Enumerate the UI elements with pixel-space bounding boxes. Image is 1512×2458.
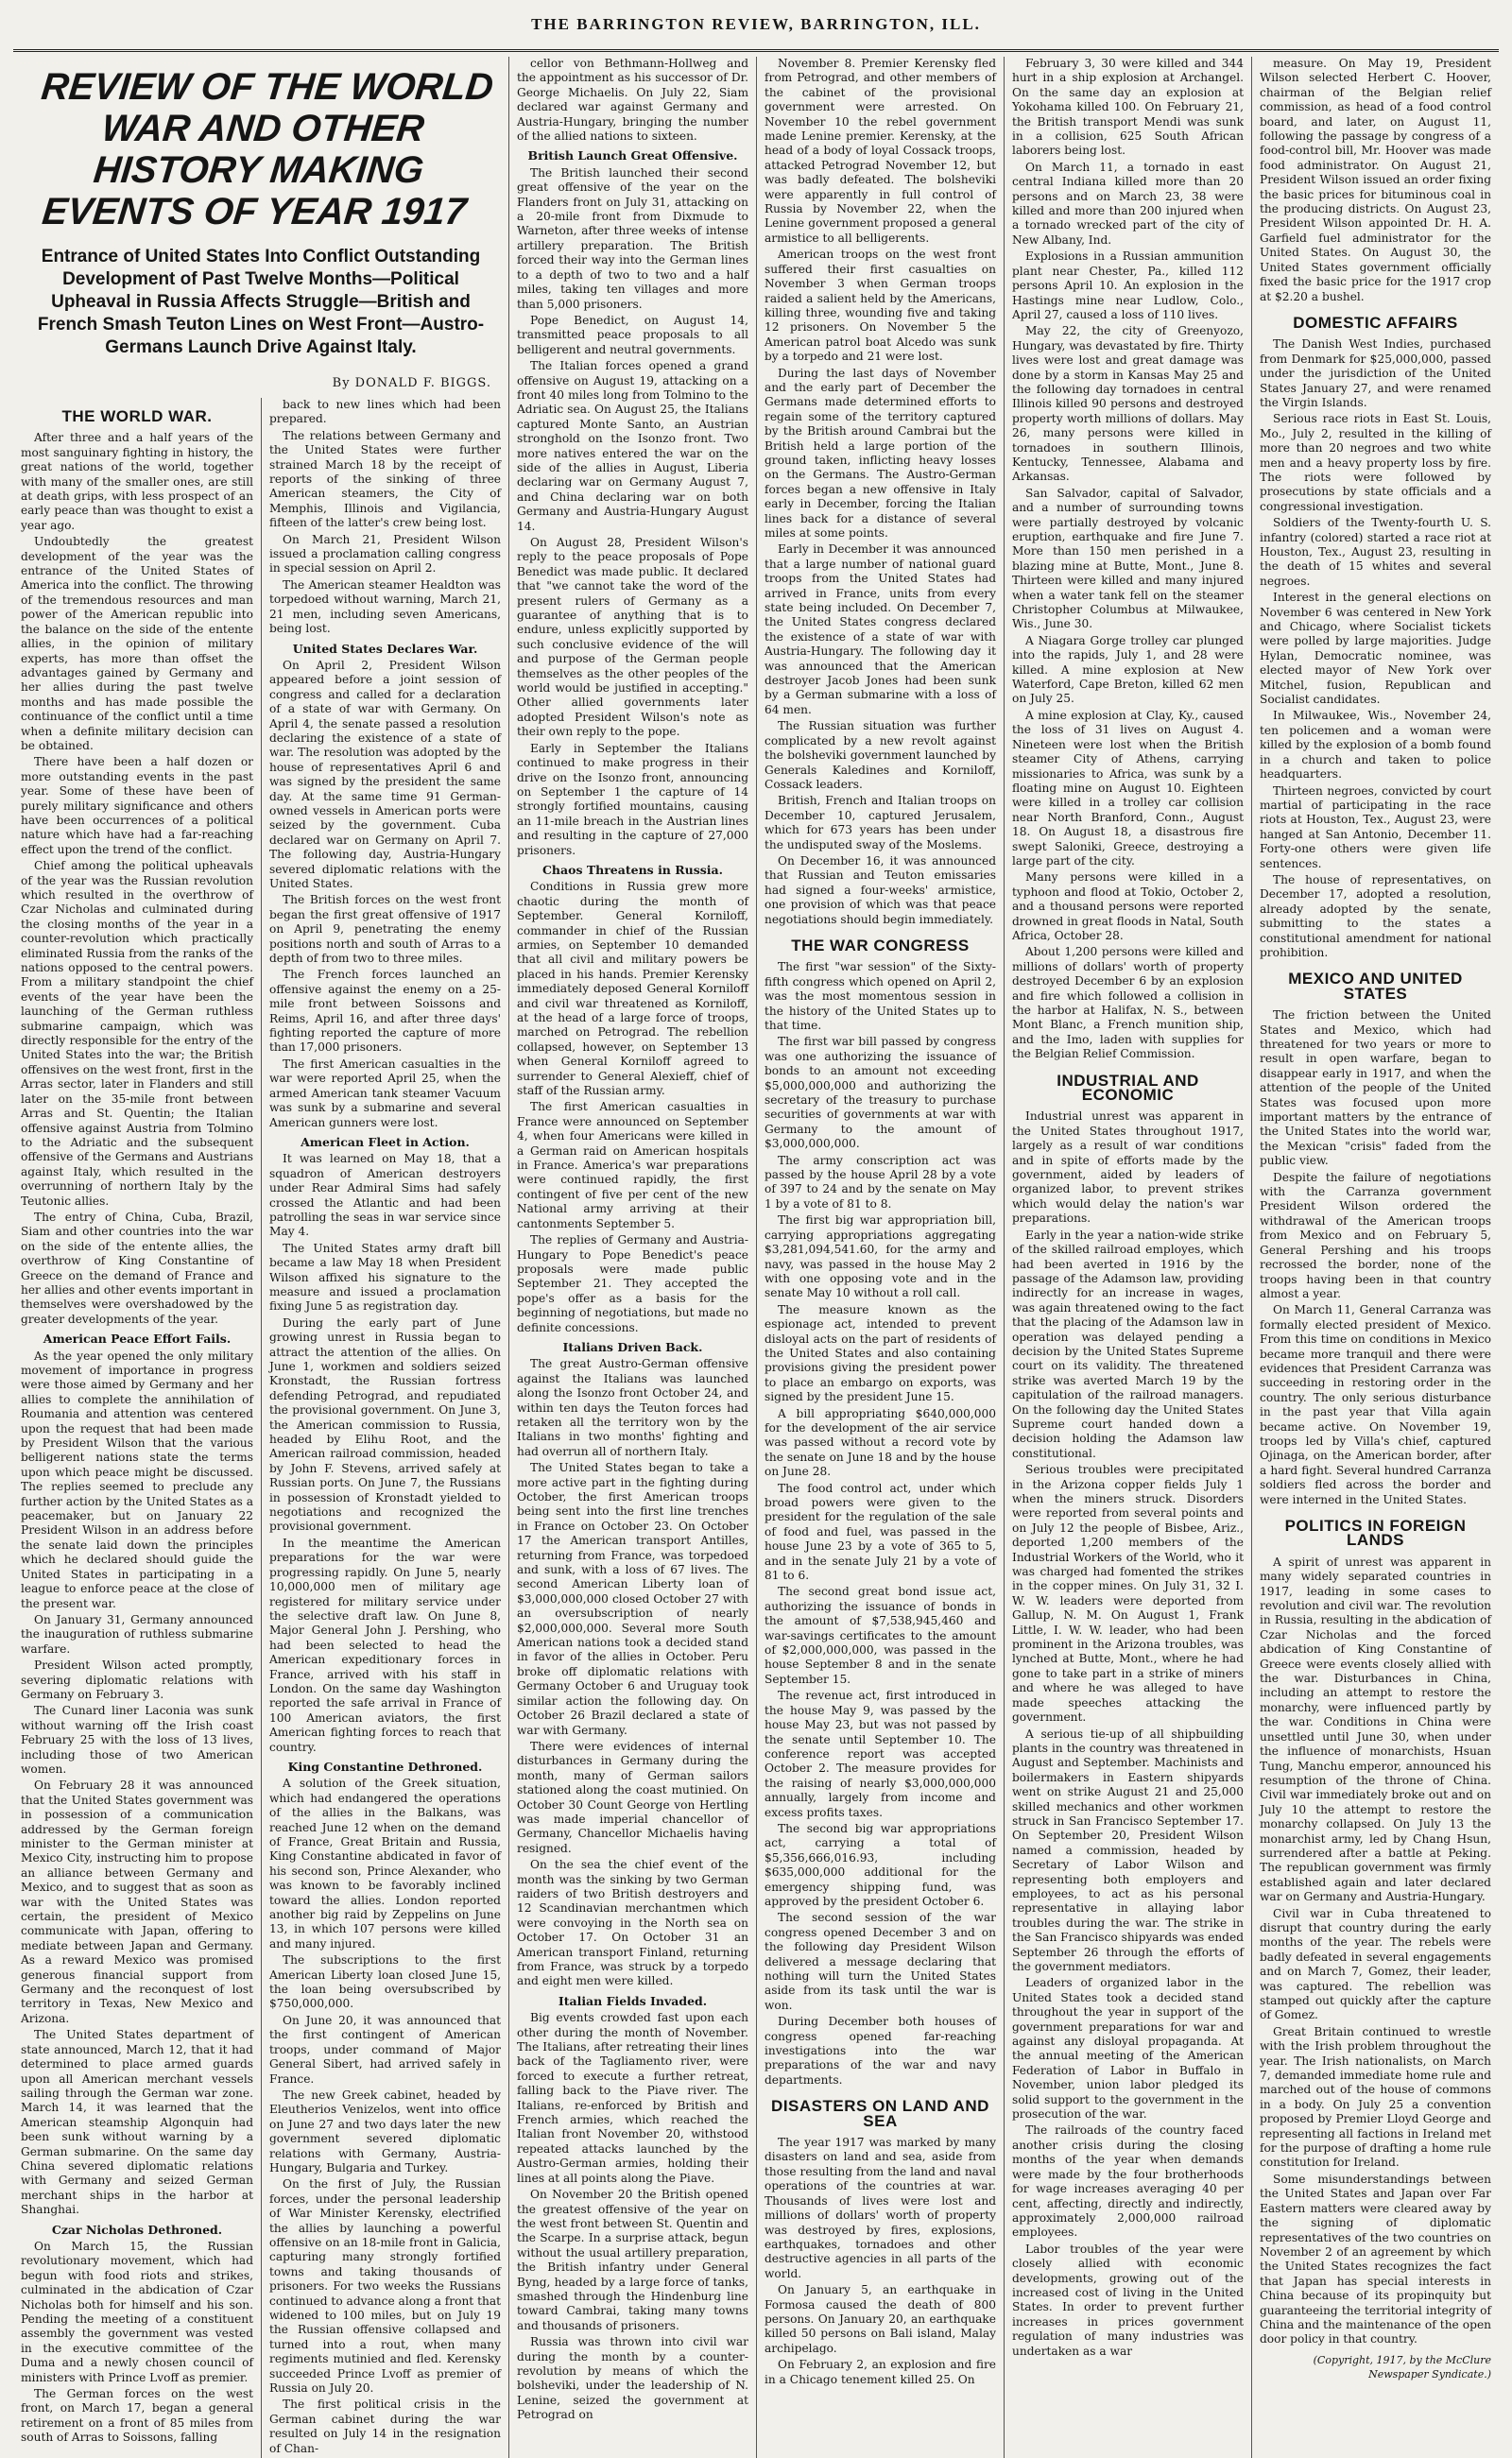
copyright-credit: (Copyright, 1917, by the McClure Newspaper Syndicate.) (1313, 2353, 1491, 2381)
running-head: THE BARRINGTON REVIEW, BARRINGTON, ILL. (13, 0, 1499, 52)
paragraph: Chief among the political upheavals of the year was the Russian revolution which resulted in the overthrow of Czar Nicholas and culminated during the closing months of the year in a counter-revolution which practically eliminated Russia from the ranks of the nations opposed to the central powers. From a military standpoint the chief events of the year have been the launching of the German ruthless submarine campaign, which was directly responsible for the entry of the United States into the war; the British offensives on the west front, first in the Arras sector, later in Flanders and still later on the 35-mile front between Arras and St. Quentin; the Italian offensive against Austria from Tolmino to the Adriatic and the subsequent offensive of the Germans and Austrians against Italy, which resulted in the overrunning of northern Italy by the Teutonic allies. (21, 859, 253, 1208)
paragraph: The replies of Germany and Austria-Hungary to Pope Benedict's peace proposals were made public September 21. They accepted the pope's offer as a basis for the beginning of negotiations, but made no definite concessions. (517, 1233, 748, 1334)
paragraph: The year 1917 was marked by many disasters on land and sea, aside from those resulting from the land and naval operations of the countries at war. Thousands of lives were lost and millions of dollars' worth of property was destroyed by fires, explosions, earthquakes, tornadoes and other destructive agencies in all parts of the world. (765, 2136, 996, 2280)
subheading: Czar Nicholas Dethroned. (51, 2222, 223, 2237)
column-4 (756, 57, 1004, 2458)
article-columns (13, 57, 1499, 2455)
banner (13, 57, 508, 398)
byline: By DONALD F. BIGGS. (332, 376, 491, 390)
paragraph: Russia was thrown into civil war during the month by a counter-revolution by means of which the bolsheviki, under the leadership of N. Lenine, seized the government at Petrograd on (517, 2335, 748, 2422)
headline: REVIEW OF THE WORLD WAR AND OTHER HISTORY MAKING EVENTS OF YEAR 1917 (39, 66, 496, 232)
paragraph: The second session of the war congress opened December 3 and on the following day President Wilson delivered a message declaring that nothing will turn the United States aside from its task until the war is won. (765, 1911, 996, 2012)
paragraph: There have been a half dozen or more outstanding events in the past year. Some of these have been of purely military significance and others have been occurrences of a political nature which have had a far-reaching effect upon the trend of the conflict. (21, 755, 253, 856)
paragraph: The Italian forces opened a grand offensive on August 19, attacking on a front 40 miles long from Tolmino to the Adriatic sea. On August 25, the Italians captured Monte Santo, an Austrian stronghold on the Isonzo front. Two more natives entered the war on the side of the allies in August, Liberia declaring war on Germany August 7, and China declaring war on both Germany and Austria-Hungary August 14. (517, 359, 748, 533)
paragraph: Leaders of organized labor in the United States took a decided stand throughout the year in support of the government preparations for war and against any disloyal propaganda. At the annual meeting of the American Federation of Labor in Buffalo in November, union labor pledged its solid support to the government in the prosecution of the war. (1012, 1976, 1244, 2122)
paragraph: The United States department of state announced, March 12, that it had determined to place armed guards upon all American merchant vessels sailing through the German war zone. March 14, it was learned that the American steamship Algonquin had been sunk without warning by a German submarine. On the same day China severed diplomatic relations with Germany and seized German merchant ships in the harbor at Shanghai. (21, 2028, 253, 2217)
paragraph: measure. On May 19, President Wilson selected Herbert C. Hoover, chairman of the Belgian relief commission, as head of a food control board, and later, on August 11, following the passage by congress of a food-control bill, Mr. Hoover was made food administrator. On August 21, President Wilson issued an order fixing the basic prices for bituminous coal in the producing districts. On August 23, President Wilson appointed Dr. H. A. Garfield fuel administrator for the United States. On August 30, the United States government officially fixed the basic price for the 1917 crop at $2.20 a bushel. (1260, 57, 1491, 303)
paragraph: The Danish West Indies, purchased from Denmark for $25,000,000, passed under the jurisdiction of the United States January 27, and were renamed the Virgin Islands. (1260, 337, 1491, 409)
paragraph: On March 11, General Carranza was formally elected president of Mexico. From this time on conditions in Mexico became more tranquil and there were evidences that President Carranza was succeeding in restoring order in the country. The only serious disturbance in the past year that Villa again became active. On November 19, troops led by Villa's chief, captured Ojinaga, on the American border, after a hard fight. Several hundred Carranza soldiers fled across the border and were interned in the United States. (1260, 1303, 1491, 1506)
column-3 (508, 57, 756, 2458)
subheading: American Peace Effort Fails. (43, 1332, 232, 1347)
paragraph: The first "war session" of the Sixty-fifth congress which opened on April 2, was the most momentous session in the history of the United States up to that time. (765, 960, 996, 1032)
paragraph: The United States army draft bill became a law May 18 when President Wilson affixed his signature to the measure and issued a proclamation fixing June 5 as registration day. (269, 1241, 501, 1314)
paragraph: The first American casualties in France were announced on September 4, when four Americans were killed in a German raid on American hospitals in France. America's war preparations were continued rapidly, the first contingent of five per cent of the new National army arriving at their cantonments September 5. (517, 1100, 748, 1230)
paragraph: cellor von Bethmann-Hollweg and the appointment as his successor of Dr. George Michaelis. On July 22, Siam declared war against Germany and Austria-Hungary, bringing the number of the allied nations to sixteen. (517, 57, 748, 144)
paragraph: Interest in the general elections on November 6 was centered in New York and Chicago, where Socialist tickets were polled by large majorities. Judge Hylan, Democratic nominee, was elected mayor of New York over Mitchel, fusion, Republican and Socialist candidates. (1260, 591, 1491, 707)
subheading: Chaos Threatens in Russia. (541, 862, 724, 877)
subheading: Italian Fields Invaded. (558, 1993, 708, 2008)
section-heading-world-war: THE WORLD WAR. (61, 407, 213, 425)
paragraph: The American steamer Healdton was torpedoed without warning, March 21, 21 men, including seven Americans, being lost. (269, 577, 501, 636)
paragraph: As the year opened the only military movement of importance in progress were those aimed by Germany and her allies to complete the annihilation of Roumania and attention was centered upon the request that had been made by President Wilson that the various belligerent nations state the terms upon which peace might be discussed. The replies seemed to preclude any further action by the United States as a peacemaker, but on January 22 President Wilson in an address before the senate laid down the principles which he declared should guide the United States in participating in a league to enforce peace at the close of the present war. (21, 1349, 253, 1610)
paragraph: Civil war in Cuba threatened to disrupt that country during the early months of the year. The rebels were badly defeated in several engagements and on March 7, Gomez, their leader, was captured. The rebellion was stamped out quickly after the capture of Gomez. (1260, 1906, 1491, 2022)
section-heading-industrial: INDUSTRIAL AND ECONOMIC (1057, 1071, 1199, 1105)
paragraph: Pope Benedict, on August 14, transmitted peace proposals to all belligerent and neutral governments. (517, 313, 748, 356)
paragraph: On January 31, Germany announced the inauguration of ruthless submarine warfare. (21, 1612, 253, 1656)
paragraph: It was learned on May 18, that a squadron of American destroyers under Rear Admiral Sims had safely crossed the Atlantic and had been patrolling the seas in war service since May 4. (269, 1152, 501, 1239)
paragraph: On August 28, President Wilson's reply to the peace proposals of Pope Benedict was made public. It declared that "we cannot take the word of the present rulers of Germany as a guarantee of anything that is to endure, unless explicitly supported by such conclusive evidence of the will and purpose of the German people themselves as the other peoples of the world would be justified in accepting." Other allied governments later adopted President Wilson's note as their own reply to the pope. (517, 536, 748, 739)
paragraph: In Milwaukee, Wis., November 24, ten policemen and a woman were killed by the explosion of a bomb found in a church and taken to police headquarters. (1260, 709, 1491, 782)
section-heading-domestic: DOMESTIC AFFAIRS (1293, 313, 1458, 332)
paragraph: During the last days of November and the early part of December the Germans made determined efforts to regain some of the territory captured by the British around Cambrai but the British held a large portion of the ground taken, inflicting heavy losses on the Germans. The Austro-German forces began a new offensive in Italy early in December, forcing the Italian lines back for a distance of several miles at some points. (765, 366, 996, 540)
paragraph: After three and a half years of the most sanguinary fighting in history, the great nations of the world, together with many of the smaller ones, are still at death grips, with less prospect of an early peace than was thought to exist a year ago. (21, 431, 253, 532)
paragraph: The measure known as the espionage act, intended to prevent disloyal acts on the part of residents of the United States and also containing provisions giving the president power to place an embargo on exports, was signed by the president June 15. (765, 1302, 996, 1404)
paragraph: Big events crowded fast upon each other during the month of November. The Italians, after retreating their lines back of the Tagliamento river, were forced to execute a further retreat, falling back to the Piave river. The Italians, re-enforced by British and French armies, which reached the Italian front November 20, withstood repeated attacks launched by the Austro-German armies, holding their lines at all points along the Piave. (517, 2011, 748, 2185)
lead-columns (13, 398, 508, 2458)
paragraph: The British launched their second great offensive of the year on the Flanders front on July 31, attacking on a 20-mile front from Dixmude to Warneton, after three weeks of intense artillery preparation. The British forced their way into the German lines to a depth of two to two and a half miles, taking ten villages and more than 5,000 prisoners. (517, 165, 748, 311)
section-heading-politics: POLITICS IN FOREIGN LANDS (1284, 1517, 1467, 1550)
paragraph: Serious race riots in East St. Louis, Mo., July 2, resulted in the killing of more than 20 negroes and two white men and a heavy property loss by fire. The riots were followed by prosecutions by state officials and a congressional investigation. (1260, 412, 1491, 513)
lead-block (13, 57, 508, 2458)
paragraph: American troops on the west front suffered their first casualties on November 3 when German troops raided a salient held by the Americans, killing three, wounding five and taking 12 prisoners. On November 5 the American patrol boat Alcedo was sunk by a torpedo and 21 were lost. (765, 248, 996, 364)
paragraph: Industrial unrest was apparent in the United States throughout 1917, largely as a result of war conditions and in spite of efforts made by the government, aided by leaders of organized labor, to prevent strikes which would delay the nation's war preparations. (1012, 1109, 1244, 1226)
paragraph: The subscriptions to the first American Liberty loan closed June 15, the loan being oversubscribed by $750,000,000. (269, 1953, 501, 2011)
paragraph: Early in the year a nation-wide strike of the skilled railroad employes, which had been averted in 1916 by the passage of the Adamson law, providing indirectly for an increase in wages, was again threatened owing to the fact that the placing of the Adamson law in operation was delayed pending a decision by the United States Supreme court on its validity. The threatened strike was averted March 19 by the capitulation of the railroad managers. On the following day the United States Supreme court handed down a decision holding the Adamson law constitutional. (1012, 1228, 1244, 1460)
paragraph: On March 15, the Russian revolutionary movement, which had begun with food riots and strikes, culminated in the abdication of Czar Nicholas both for himself and his son. Pending the meeting of a constituent assembly the government was vested in the executive committee of the Duma and a newly chosen council of ministers with Prince Lvoff as premier. (21, 2239, 253, 2384)
paragraph: The army conscription act was passed by the house April 28 by a vote of 397 to 24 and by the senate on May 1 by a vote of 81 to 8. (765, 1153, 996, 1211)
paragraph: The first war bill passed by congress was one authorizing the issuance of bonds to an amount not exceeding $5,000,000,000 and authorizing the secretary of the treasury to purchase securities of governments at war with Germany to the amount of $3,000,000,000. (765, 1035, 996, 1151)
paragraph: British, French and Italian troops on December 10, captured Jerusalem, which for 673 years has been under the undisputed sway of the Moslems. (765, 794, 996, 851)
paragraph: During December both houses of congress opened far-reaching investigations into the war preparations of the war and navy departments. (765, 2015, 996, 2087)
paragraph: During the early part of June growing unrest in Russia began to attract the attention of the allies. On June 1, workmen and soldiers seized Kronstadt, the Russian fortress defending Petrograd, and repudiated the provisional government. On June 3, the American commission to Russia, headed by Elihu Root, and the American railroad commission, headed by John F. Stevens, arrived safely at Russian ports. On June 7, the Russians in possession of Kronstadt yielded to negotiations and recognized the provisional government. (269, 1315, 501, 1534)
paragraph: Soldiers of the Twenty-fourth U. S. infantry (colored) started a race riot at Houston, Tex., August 23, resulting in the death of 15 whites and several negroes. (1260, 516, 1491, 588)
paragraph: The German forces on the west front, on March 17, began a general retirement on a front of 85 miles from south of Arras to Soissons, falling (21, 2387, 253, 2445)
paragraph: The new Greek cabinet, headed by Eleutherios Venizelos, went into office on June 27 and two days later the new government severed diplomatic relations with Germany, Austria-Hungary, Bulgaria and Turkey. (269, 2088, 501, 2174)
paragraph: The friction between the United States and Mexico, which had threatened for two years or more to result in open warfare, began to disappear early in 1917, and when the attention of the people of the United States was focused upon more important matters by the entrance of the United States into the world war, the Mexican "crisis" faded from the public view. (1260, 1008, 1491, 1168)
paragraph: The first political crisis in the German cabinet during the war resulted on July 14 in the resignation of Chan- (269, 2398, 501, 2455)
paragraph: The house of representatives, on December 17, adopted a resolution, already adopted by the senate, submitting to the states a constitutional amendment for national prohibition. (1260, 872, 1491, 959)
paragraph: On March 21, President Wilson issued a proclamation calling congress in special session on April 2. (269, 532, 501, 576)
section-heading-mexico: MEXICO AND UNITED STATES (1288, 970, 1463, 1003)
paragraph: San Salvador, capital of Salvador, and a number of surrounding towns were partially destroyed by volcanic eruption, earthquake and fire June 7. More than 150 men perished in a blazing mine at Butte, Mont., June 8. Thirteen were killed and many injured when a water tank fell on the steamer Christopher Columbus at Milwaukee, Wis., June 30. (1012, 486, 1244, 631)
paragraph: Some misunderstandings between the United States and Japan over Far Eastern matters were cleared away by the signing of diplomatic representatives of the two countries on November 2 of an agreement by which the United States recognizes the fact that Japan has special interests in China because of its propinquity but guaranteeing the territorial integrity of China and the maintenance of the open door policy in that country. (1260, 2172, 1491, 2346)
paragraph: Despite the failure of negotiations with the Carranza government President Wilson ordered the withdrawal of the American troops from Mexico and on February 5, General Pershing and his troops recrossed the border, none of the troops having been in that country almost a year. (1260, 1170, 1491, 1300)
paragraph: The food control act, under which broad powers were given to the president for the regulation of the sale of food and fuel, was passed in the house June 23 by a vote of 365 to 5, and in the senate July 21 by a vote of 81 to 6. (765, 1481, 996, 1583)
column-2 (261, 398, 508, 2458)
paragraph: On February 28 it was announced that the United States government was in possession of a communication addressed by the German foreign minister to the German minister at Mexico City, instructing him to propose an alliance between Germany and Mexico, and to suggest that as soon as war with the United States was certain, the president of Mexico communicate with Japan, offering to mediate between Japan and Germany. As a reward Mexico was promised generous financial support from Germany and the reconquest of lost territory in Texas, New Mexico and Arizona. (21, 1779, 253, 2025)
column-5 (1004, 57, 1251, 2458)
paragraph: A spirit of unrest was apparent in many widely separated countries in 1917, leading in some cases to revolution and civil war. The revolution in Russia, resulting in the abdication of Czar Nicholas and the forced abdication of King Constantine of Greece were events closely allied with the war. Disturbances in China, including an attempt to restore the monarchy, were influenced partly by the war. Conditions in China were unsettled until June 30, when under the influence of monarchists, Hsuan Tung, Manchu emperor, announced his resumption of the throne of China. Civil war immediately broke out and on July 10 the attempt to restore the monarchy collapsed. On July 13 the monarchist army, led by Chang Hsun, surrendered after a battle at Peking. The republican government was firmly established again and later declared war on Germany and Austria-Hungary. (1260, 1555, 1491, 1904)
paragraph: The railroads of the country faced another crisis during the closing months of the year when demands were made by the four brotherhoods for wage increases averaging 40 per cent, affecting, directly and indirectly, approximately 2,000,000 railroad employees. (1012, 2123, 1244, 2240)
section-heading-disasters: DISASTERS ON LAND AND SEA (771, 2097, 989, 2130)
paragraph: The great Austro-German offensive against the Italians was launched along the Isonzo front October 24, and within ten days the Teuton forces had retaken all the territory won by the Italians in two months' fighting and had overrun all of northern Italy. (517, 1357, 748, 1458)
paragraph: On the sea the chief event of the month was the sinking by two German raiders of two British destroyers and 12 Scandinavian merchantmen which were convoying in the North sea on October 17. On October 31 an American transport Finland, returning from France, was struck by a torpedo and eight men were killed. (517, 1858, 748, 1988)
paragraph: The British forces on the west front began the first great offensive of 1917 on April 9, penetrating the enemy positions north and south of Arras to a depth of from two to three miles. (269, 893, 501, 966)
paragraph: On February 2, an explosion and fire in a Chicago tenement killed 25. On (765, 2358, 996, 2386)
paragraph: back to new lines which had been prepared. (269, 398, 501, 426)
paragraph: A mine explosion at Clay, Ky., caused the loss of 31 lives on August 4. Nineteen were lost when the British steamer City of Athens, carrying missionaries to Africa, was sunk by a floating mine on August 10. Eighteen were killed in a trolley car collision near North Branford, Conn., August 18. On August 18, a disastrous fire swept Saloniki, Greece, destroying a large part of the city. (1012, 708, 1244, 868)
subheading: King Constantine Dethroned. (287, 1759, 483, 1774)
column-6 (1251, 57, 1499, 2458)
subheading: United States Declares War. (292, 641, 478, 656)
paragraph: A solution of the Greek situation, which had endangered the operations of the allies in the Balkans, was reached June 12 when on the demand of France, Great Britain and Russia, King Constantine abdicated in favor of his second son, Prince Alexander, who was known to be favorably inclined toward the allies. London reported another big raid by Zeppelins on June 13, in which 107 persons were killed and many injured. (269, 1777, 501, 1951)
paragraph: Serious troubles were precipitated in the Arizona copper fields July 1 when the miners struck. Disorders were reported from several points and on July 12 the people of Bisbee, Ariz., deported 1,200 members of the Industrial Workers of the World, who it was charged had fomented the strikes in the copper mines. On July 31, 32 I. W. W. leaders were deported from Gallup, N. M. On August 1, Frank Little, I. W. W. leader, who had been prominent in the Arizona troubles, was lynched at Butte, Mont., where he had gone to take part in a strike of miners and where he was alleged to have made speeches attacking the government. (1012, 1463, 1244, 1725)
paragraph: A bill appropriating $640,000,000 for the development of the air service was passed without a record vote by the senate on June 18 and by the house on June 28. (765, 1406, 996, 1479)
paragraph: The Cunard liner Laconia was sunk without warning off the Irish coast February 25 with the loss of 13 lives, including those of two American women. (21, 1704, 253, 1776)
paragraph: November 8. Premier Kerensky fled from Petrograd, and other members of the cabinet of the provisional government were arrested. On November 10 the rebel government made Lenine premier. Kerensky, at the head of a body of loyal Cossack troops, attacked Petrograd November 12, but was badly defeated. The bolsheviki were apparently in full control of Russia by November 22, when the Lenine government proposed a general armistice to all belligerents. (765, 57, 996, 245)
paragraph: Undoubtedly the greatest development of the year was the entrance of the United States of America into the conflict. The throwing of the tremendous resources and man power of the American republic into the balance on the side of the entente allies, in the opinion of military experts, has more than offset the advantages gained by Germany and her allies during the past twelve months and has made possible the continuance of the conflict until a time when a definite military decision can be obtained. (21, 535, 253, 752)
paragraph: The revenue act, first introduced in the house May 9, was passed by the house May 23, but was not passed by the senate until September 10. The conference report was accepted October 2. The measure provides for the raising of nearly $3,000,000,000 annually, largely from income and excess profits taxes. (765, 1689, 996, 1819)
paragraph: Explosions in a Russian ammunition plant near Chester, Pa., killed 112 persons April 10. An explosion in the Hastings mine near Ludlow, Colo., April 27, caused a loss of 110 lives. (1012, 249, 1244, 321)
paragraph: Conditions in Russia grew more chaotic during the month of September. General Korniloff, commander in chief of the Russian armies, on September 10 demanded that all civil and military powers be placed in his hands. Premier Kerensky immediately deposed General Korniloff and civil war threatened as Korniloff, at the head of a large force of troops, marched on Petrograd. The rebellion collapsed, however, on September 13 when General Korniloff agreed to surrender to General Alexieff, chief of staff of the Russian army. (517, 880, 748, 1098)
paragraph: May 22, the city of Greenyozo, Hungary, was devastated by fire. Thirty lives were lost and great damage was done by a storm in Kansas May 25 and the following day tornadoes in central Illinois killed 90 persons and destroyed property worth millions of dollars. May 26, many persons were killed in tornadoes in southern Illinois, Kentucky, Tennessee, Alabama and Arkansas. (1012, 324, 1244, 484)
paragraph: On December 16, it was announced that Russian and Teuton emissaries had signed a four-weeks' armistice, one provision of which was that peace negotiations should begin immediately. (765, 853, 996, 926)
paragraph: On April 2, President Wilson appeared before a joint session of congress and called for a declaration of a state of war with Germany. On April 4, the senate passed a resolution declaring the existence of a state of war. The resolution was adopted by the house of representatives April 6 and was signed by the president the same day. At the same time 91 German-owned vessels in American ports were seized by the government. Cuba declared war on Germany on April 7. The following day, Austria-Hungary severed diplomatic relations with the United States. (269, 658, 501, 890)
paragraph: The French forces launched an offensive against the enemy on a 25-mile front between Soissons and Reims, April 16, and after three days' fighting reported the capture of more than 17,000 prisoners. (269, 968, 501, 1055)
paragraph: The first American casualties in the war were reported April 25, when the armed American tank steamer Vacuum was sunk by a submarine and several American gunners were lost. (269, 1057, 501, 1129)
section-heading-war-congress: THE WAR CONGRESS (791, 936, 970, 954)
subheading: American Fleet in Action. (301, 1134, 470, 1149)
paragraph: On November 20 the British opened the greatest offensive of the year on the west front between St. Quentin and the Scarpe. In a surprise attack, begun without the usual artillery preparation, the British infantry under General Byng, headed by a large force of tanks, smashed through the Hindenburg line toward Cambrai, taking many towns and thousands of prisoners. (517, 2188, 748, 2332)
paragraph: On June 20, it was announced that the first contingent of American troops, under command of Major General Sibert, had arrived safely in France. (269, 2013, 501, 2086)
deck: Entrance of United States Into Conflict Outstanding Development of Past Twelve Months—Political Upheaval in Russia Affects Struggle—British and French Smash Teuton Lines on West Front—Austro-Germans Launch Drive Against Italy. (37, 247, 485, 357)
paragraph: A Niagara Gorge trolley car plunged into the rapids, July 1, and 28 were killed. A mine explosion at New Waterford, Cape Breton, killed 62 men on July 25. (1012, 633, 1244, 706)
paragraph: The first big war appropriation bill, carrying appropriations aggregating $3,281,094,541.60, for the army and navy, was passed in the house May 2 with one opposing vote and in the senate May 10 without a roll call. (765, 1213, 996, 1300)
paragraph: On March 11, a tornado in east central Indiana killed more than 20 persons and on March 23, 38 were killed and more than 200 injured when a tornado wrecked part of the city of New Albany, Ind. (1012, 160, 1244, 247)
subheading: British Launch Great Offensive. (527, 148, 738, 163)
paragraph: Early in December it was announced that a large number of national guard troops from the United States had arrived in France, units from every state being included. On December 7, the United States congress declared the existence of a state of war with Austria-Hungary. The following day it was announced that the American destroyer Jacob Jones had been sunk by a German submarine with a loss of 64 men. (765, 542, 996, 716)
paragraph: President Wilson acted promptly, severing diplomatic relations with Germany on February 3. (21, 1659, 253, 1701)
paragraph: The United States began to take a more active part in the fighting during October, the first American troops being sent into the first line trenches in France on October 23. On October 17 the American transport Antilles, returning from France, was torpedoed and sunk, with a loss of 67 lives. The second American Liberty loan of $3,000,000,000 closed October 27 with an oversubscription of nearly $2,000,000,000. Several more South American nations took a decided stand in favor of the allies in October. Peru broke off diplomatic relations with Germany October 6 and Uruguay took similar action the following day. On October 26 Brazil declared a state of war with Germany. (517, 1461, 748, 1737)
paragraph: Thirteen negroes, convicted by court martial of participating in the race riots at Houston, Tex., August 23, were hanged at San Antonio, December 11. Forty-one others were given life sentences. (1260, 783, 1491, 870)
paragraph: Many persons were killed in a typhoon and flood at Tokio, October 2, and a thousand persons were reported drowned in great floods in Natal, South Africa, October 28. (1012, 870, 1245, 942)
paragraph: About 1,200 persons were killed and millions of dollars' worth of property destroyed December 6 by an explosion and fire which followed a collision in the harbor at Halifax, N. S., between Mont Blanc, a French munition ship, and the Imo, laden with supplies for the Belgian Relief Commission. (1012, 945, 1244, 1061)
paragraph: The relations between Germany and the United States were further strained March 18 by the receipt of reports of the sinking of three American steamers, the City of Memphis, Illinois and Vigilancia, fifteen of the latter's crew being lost. (269, 428, 501, 530)
paragraph: The second great bond issue act, authorizing the issuance of bonds in the amount of $7,538,945,460 and war-savings certificates to the amount of $2,000,000,000, was passed in the house September 8 and in the senate September 15. (765, 1585, 996, 1686)
paragraph: Early in September the Italians continued to make progress in their drive on the Isonzo front, announcing on September 1 the capture of 14 strongly fortified mountains, causing an 11-mile breach in the Austrian lines and resulting in the capture of 27,000 prisoners. (517, 741, 748, 857)
paragraph: On January 5, an earthquake in Formosa caused the death of 800 persons. On January 20, an earthquake killed 50 persons on Bali island, Malay archipelago. (765, 2283, 996, 2355)
paragraph: There were evidences of internal disturbances in Germany during the month, many of German sailors stationed along the coast mutinied. On October 30 Count George von Hertling was made imperial chancellor of Germany, Chancellor Michaelis having resigned. (517, 1739, 748, 1855)
paragraph: In the meantime the American preparations for the war were progressing rapidly. On June 5, nearly 10,000,000 men of military age registered for military service under the selective draft law. On June 8, Major General John J. Pershing, who had been selected to head the American expeditionary forces in France, arrived with his staff in London. On the same day Washington reported the safe arrival in France of 100 American aviators, the first American fighting forces to reach that country. (269, 1536, 501, 1754)
column-1 (13, 398, 261, 2458)
paragraph: On the first of July, the Russian forces, under the personal leadership of War Minister Kerensky, electrified the allies by launching a powerful offensive on an 18-mile front in Galicia, capturing many strongly fortified towns and taking thousands of prisoners. For two weeks the Russians continued to advance along a front that widened to 100 miles, but on July 19 the Russian offensive collapsed and turned into a rout, when many regiments mutinied and fled. Kerensky succeeded Prince Lvoff as premier of Russia on July 20. (269, 2177, 501, 2396)
paragraph: The entry of China, Cuba, Brazil, Siam and other countries into the war on the side of the entente allies, the overthrow of King Constantine of Greece on the demand of France and her allies and other events important in themselves were overshadowed by the greater developments of the year. (21, 1210, 253, 1326)
paragraph: A serious tie-up of all shipbuilding plants in the country was threatened in August and September. Machinists and boilermakers in Eastern shipyards went on strike August 21 and 25,000 skilled mechanics and other workmen struck in San Francisco September 17. On September 20, President Wilson named a commission, headed by Secretary of Labor Wilson and representing both employers and employees, to act as his personal representative in allaying labor troubles during the war. The strike in the San Francisco shipyards was ended September 26 through the efforts of the government mediators. (1012, 1727, 1244, 1973)
paragraph: The Russian situation was further complicated by a new revolt against the bolsheviki government launched by Generals Kaledines and Korniloff, Cossack leaders. (765, 719, 996, 791)
paragraph: February 3, 30 were killed and 344 hurt in a ship explosion at Archangel. On the same day an explosion at Yokohama killed 100. On February 21, the British transport Mendi was sunk in a collision, 625 South African laborers being lost. (1012, 57, 1244, 158)
paragraph: Labor troubles of the year were closely allied with economic developments, growing out of the increased cost of living in the United States. In order to prevent further increases in prices government regulation of many industries was undertaken as a war (1012, 2242, 1244, 2358)
paragraph: The second big war appropriations act, carrying a total of $5,356,666,016.93, including $635,000,000 additional for the emergency shipping fund, was approved by the president October 6. (765, 1821, 996, 1908)
subheading: Italians Driven Back. (562, 1339, 703, 1354)
paragraph: Great Britain continued to wrestle with the Irish problem throughout the year. The Irish nationalists, on March 7, demanded immediate home rule and marched out of the house of commons in a body. On July 25 a convention proposed by Premier Lloyd George and representing all factions in Ireland met for the purpose of drafting a home rule constitution for Ireland. (1260, 2024, 1491, 2170)
